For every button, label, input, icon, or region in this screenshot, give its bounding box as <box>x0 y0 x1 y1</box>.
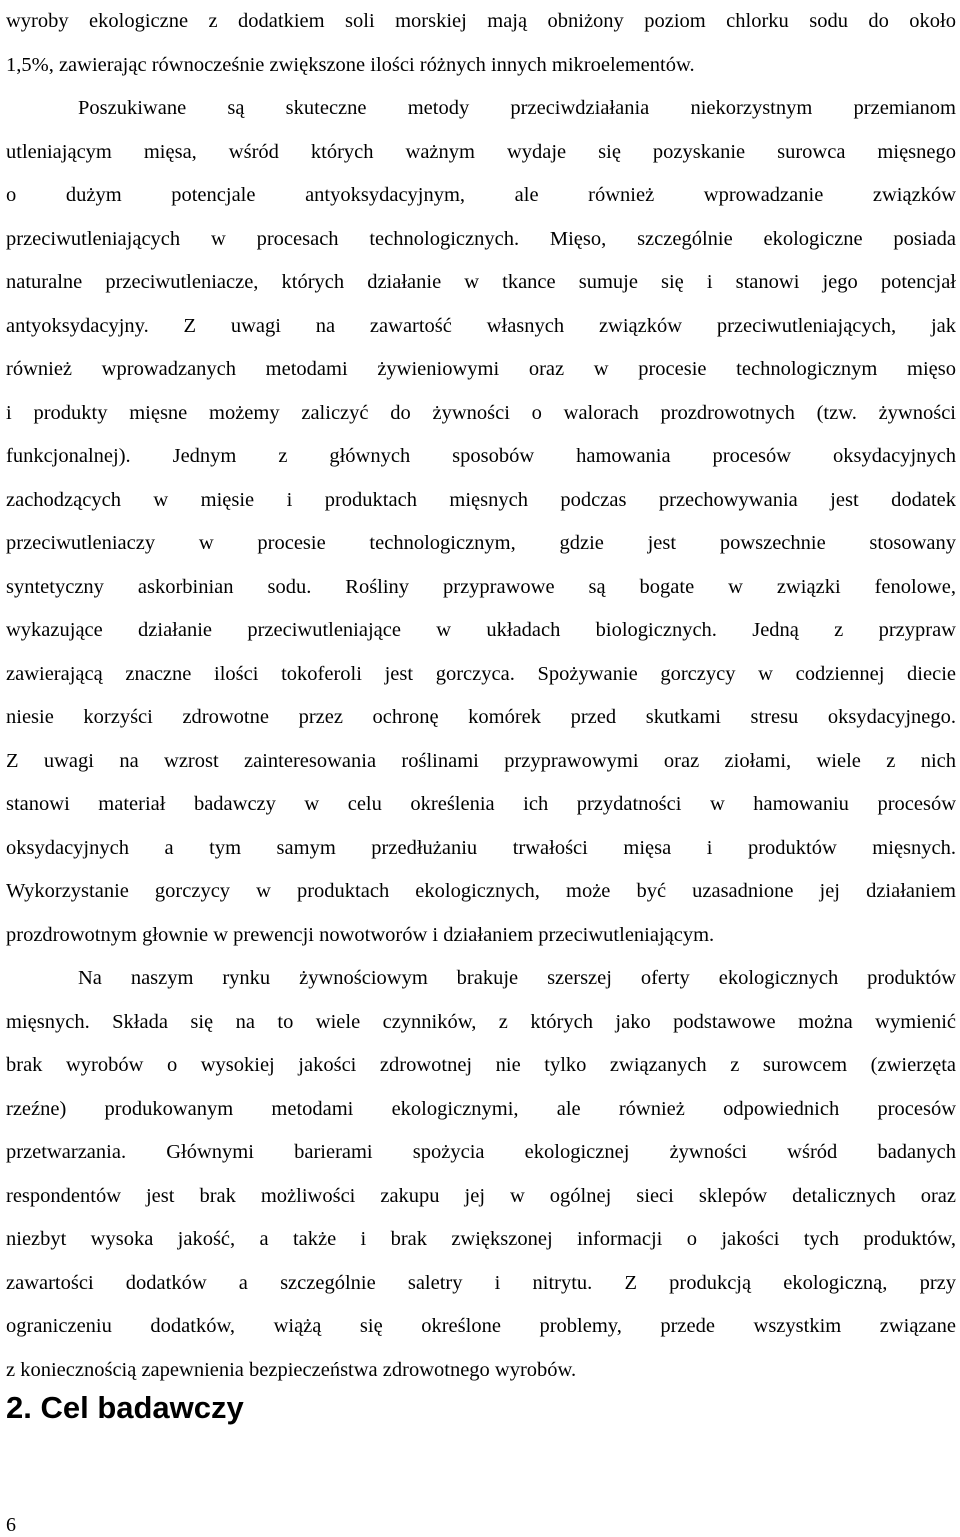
text-line: oksydacyjnych a tym samym przedłużaniu trwałości mięsa i produktów mięsnych. <box>6 837 956 859</box>
text-line: wykazujące działanie przeciwutleniające w układach biologicznych. Jedną z przypraw <box>6 619 956 641</box>
text-line: prozdrowotnym głownie w prewencji nowotworów i działaniem przeciwutleniającym. <box>6 924 715 946</box>
page-number: 6 <box>6 1514 16 1536</box>
text-line: przeciwutleniających w procesach technologicznych. Mięso, szczególnie ekologiczne posiada <box>6 228 956 250</box>
text-line: przeciwutleniaczy w procesie technologicznym, gdzie jest powszechnie stosowany <box>6 532 956 554</box>
text-line: Z uwagi na wzrost zainteresowania roślinami przyprawowymi oraz ziołami, wiele z nich <box>6 750 956 772</box>
text-line: Poszukiwane są skuteczne metody przeciwdziałania niekorzystnym przemianom <box>78 97 956 119</box>
text-line: również wprowadzanych metodami żywieniowymi oraz w procesie technologicznym mięso <box>6 358 956 380</box>
text-line: stanowi materiał badawczy w celu określenia ich przydatności w hamowaniu procesów <box>6 793 956 815</box>
text-line: zawierającą znaczne ilości tokoferoli jest gorczyca. Spożywanie gorczycy w codziennej diecie <box>6 663 956 685</box>
text-line: Na naszym rynku żywnościowym brakuje szerszej oferty ekologicznych produktów <box>78 967 956 989</box>
text-line: niezbyt wysoka jakość, a także i brak zwiększonej informacji o jakości tych produktów, <box>6 1228 956 1250</box>
text-line: antyoksydacyjny. Z uwagi na zawartość własnych związków przeciwutleniających, jak <box>6 315 956 337</box>
text-line: 1,5%, zawierając równocześnie zwiększone ilości różnych innych mikroelementów. <box>6 54 695 76</box>
text-line: respondentów jest brak możliwości zakupu jej w ogólnej sieci sklepów detalicznych oraz <box>6 1185 956 1207</box>
text-line: brak wyrobów o wysokiej jakości zdrowotnej nie tylko związanych z surowcem (zwierzęta <box>6 1054 956 1076</box>
text-line: utleniającym mięsa, wśród których ważnym wydaje się pozyskanie surowca mięsnego <box>6 141 956 163</box>
text-line: i produkty mięsne możemy zaliczyć do żywności o walorach prozdrowotnych (tzw. żywności <box>6 402 956 424</box>
text-line: ograniczeniu dodatków, wiążą się określone problemy, przede wszystkim związane <box>6 1315 956 1337</box>
text-line: wyroby ekologiczne z dodatkiem soli morskiej mają obniżony poziom chlorku sodu do około <box>6 10 956 32</box>
text-line: zachodzących w mięsie i produktach mięsnych podczas przechowywania jest dodatek <box>6 489 956 511</box>
text-line: Wykorzystanie gorczycy w produktach ekologicznych, może być uzasadnione jej działaniem <box>6 880 956 902</box>
text-line: niesie korzyści zdrowotne przez ochronę komórek przed skutkami stresu oksydacyjnego. <box>6 706 956 728</box>
text-line: zawartości dodatków a szczególnie saletry i nitrytu. Z produkcją ekologiczną, przy <box>6 1272 956 1294</box>
text-line: mięsnych. Składa się na to wiele czynników, z których jako podstawowe można wymienić <box>6 1011 956 1033</box>
text-line: funkcjonalnej). Jednym z głównych sposobów hamowania procesów oksydacyjnych <box>6 445 956 467</box>
text-line: o dużym potencjale antyoksydacyjnym, ale również wprowadzanie związków <box>6 184 956 206</box>
text-line: rzeźne) produkowanym metodami ekologicznymi, ale również odpowiednich procesów <box>6 1098 956 1120</box>
text-line: syntetyczny askorbinian sodu. Rośliny przyprawowe są bogate w związki fenolowe, <box>6 576 956 598</box>
section-heading: 2. Cel badawczy <box>6 1390 244 1425</box>
text-line: z koniecznością zapewnienia bezpieczeństwa zdrowotnego wyrobów. <box>6 1359 577 1381</box>
text-line: naturalne przeciwutleniacze, których działanie w tkance sumuje się i stanowi jego potencjał <box>6 271 956 293</box>
text-line: przetwarzania. Głównymi barierami spożycia ekologicznej żywności wśród badanych <box>6 1141 956 1163</box>
